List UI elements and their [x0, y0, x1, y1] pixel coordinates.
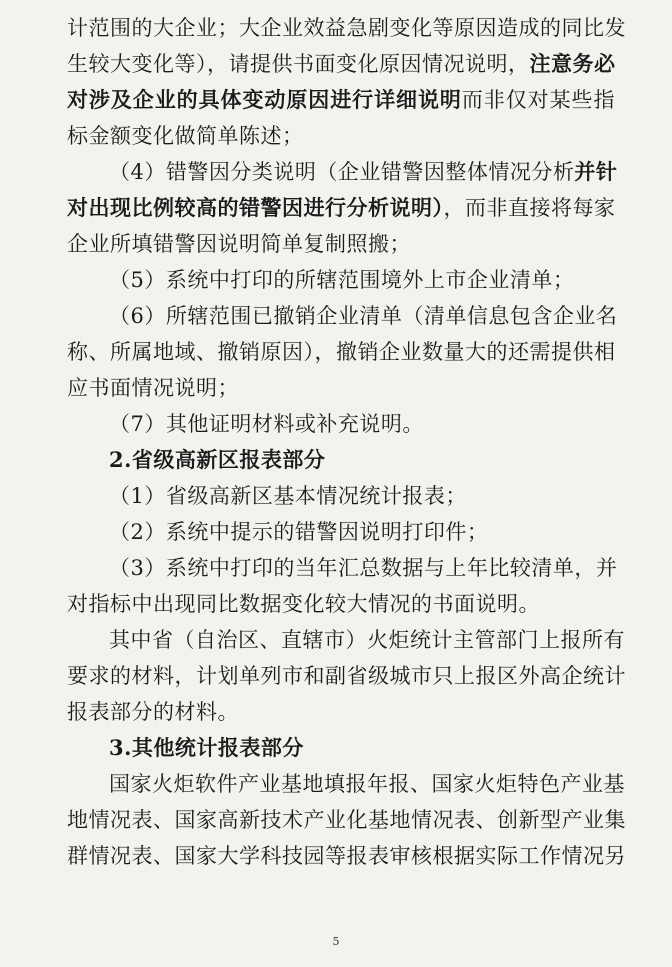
text-line-7	[67, 226, 615, 262]
text-run: 报表部分的材料。	[67, 700, 239, 724]
text-line-9	[67, 298, 618, 334]
bold-text: 对出现比例较高的错警因进行分析说明）	[67, 195, 444, 220]
text-run: （2）系统中提示的错警因说明打印件；	[109, 520, 489, 544]
text-line-6	[67, 190, 615, 226]
text-run: 标金额变化做简单陈述；	[67, 124, 304, 148]
bold-text: 2.省级高新区报表部分	[109, 447, 326, 472]
text-line-8	[67, 262, 615, 298]
text-run: 对指标中出现同比数据变化较大情况的书面说明。	[67, 592, 540, 616]
text-line-11	[67, 370, 615, 406]
text-run: 生较大变化等），请提供书面变化原因情况说明，	[67, 52, 530, 76]
text-run: 其中省（自治区、直辖市）火炬统计主管部门上报所有	[109, 628, 625, 652]
text-line-19	[67, 658, 626, 694]
text-run: （7）其他证明材料或补充说明。	[109, 412, 424, 436]
text-line-17	[67, 586, 615, 622]
text-line-22	[67, 766, 625, 802]
text-run: ，而非直接将每家	[443, 196, 616, 220]
text-run: 企业所填错警因说明简单复制照搬；	[67, 232, 411, 256]
text-run: 地情况表、国家高新技术产业化基地情况表、创新型产业集	[67, 808, 626, 832]
bold-text: 并针	[574, 159, 618, 184]
text-line-13	[67, 442, 615, 478]
text-run: 国家火炬软件产业基地填报年报、国家火炬特色产业基	[109, 772, 625, 796]
text-line-3	[67, 82, 615, 118]
text-line-23	[67, 802, 626, 838]
bold-text: 3.其他统计报表部分	[109, 735, 304, 760]
bold-text: 对涉及企业的具体变动原因进行详细说明	[67, 87, 462, 112]
text-line-10	[67, 334, 615, 370]
text-line-24	[67, 838, 626, 874]
text-line-4	[67, 118, 615, 154]
text-run: （3）系统中打印的当年汇总数据与上年比较清单，并	[109, 556, 618, 580]
text-line-21	[67, 730, 615, 766]
text-line-12	[67, 406, 615, 442]
text-line-1	[67, 10, 626, 46]
text-line-2	[67, 46, 615, 82]
bold-text: 注意务必	[529, 51, 616, 76]
text-run: （1）省级高新区基本情况统计报表；	[109, 484, 467, 508]
text-run: 应书面情况说明；	[67, 376, 239, 400]
page-number: 5	[332, 935, 340, 948]
text-run: 群情况表、国家大学科技园等报表审核根据实际工作情况另	[67, 844, 626, 868]
text-run: （5）系统中打印的所辖范围境外上市企业清单；	[109, 268, 575, 292]
text-run: 称、所属地域、撤销原因），撤销企业数量大的还需提供相	[67, 340, 616, 364]
text-run: 计范围的大企业；大企业效益急剧变化等原因造成的同比发	[67, 16, 626, 40]
text-run: 要求的材料，计划单列市和副省级城市只上报区外高企统计	[67, 664, 626, 688]
text-run: 而非仅对某些指	[461, 88, 615, 112]
document-page	[67, 10, 626, 874]
text-line-14	[67, 478, 615, 514]
text-line-16	[67, 550, 618, 586]
text-line-20	[67, 694, 615, 730]
text-line-5	[67, 154, 618, 190]
text-line-18	[67, 622, 625, 658]
text-line-15	[67, 514, 615, 550]
text-run: （6）所辖范围已撤销企业清单（清单信息包含企业名	[109, 304, 618, 328]
text-run: （4）错警因分类说明（企业错警因整体情况分析	[109, 160, 575, 184]
